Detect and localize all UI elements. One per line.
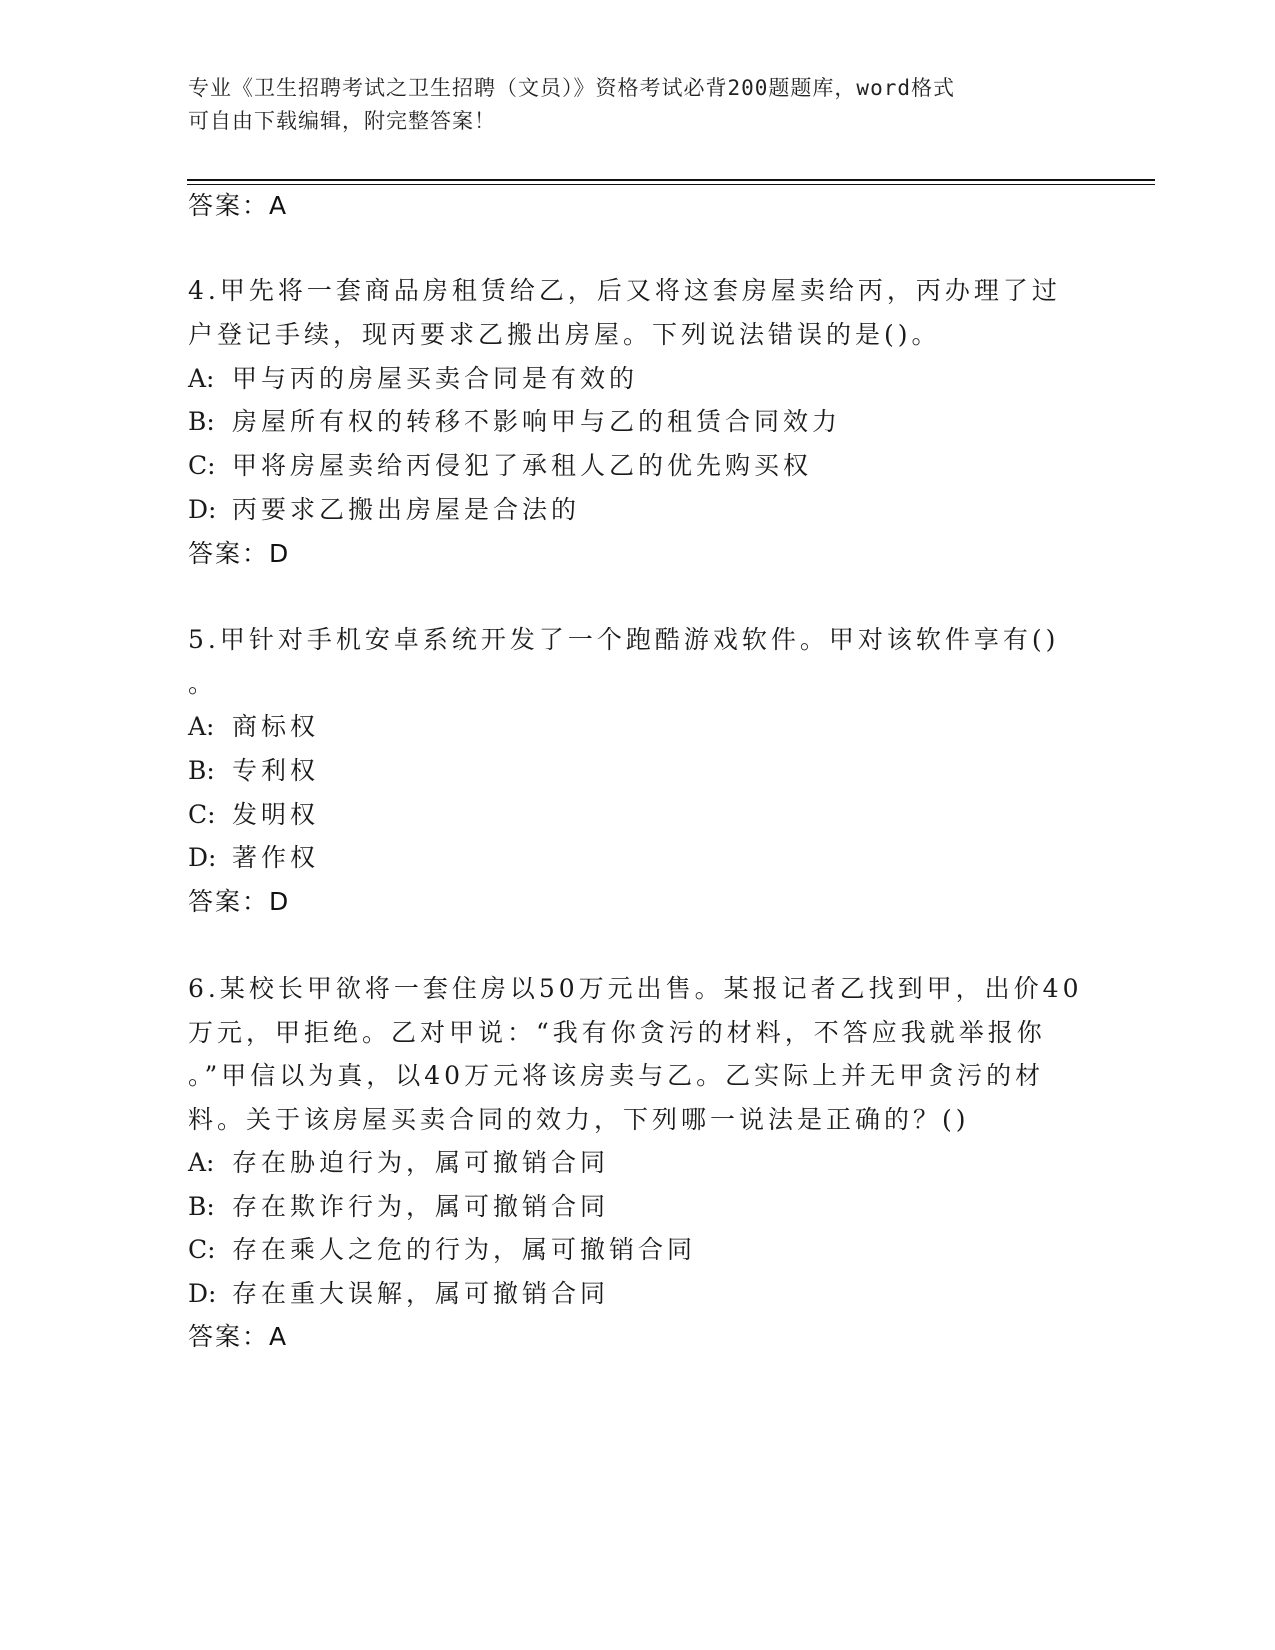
option-key: A: — [188, 712, 215, 741]
question-5-answer: 答案：D — [188, 887, 291, 916]
option-key: A: — [188, 1148, 215, 1177]
option-text: 存在乘人之危的行为，属可撤销合同 — [232, 1235, 697, 1264]
option-key: B: — [188, 756, 215, 785]
option-text: 存在胁迫行为，属可撤销合同 — [232, 1148, 610, 1177]
header-rule-thick — [187, 179, 1155, 181]
option-key: B: — [188, 407, 215, 436]
option-text: 存在重大误解，属可撤销合同 — [232, 1279, 610, 1308]
option-text: 丙要求乙搬出房屋是合法的 — [232, 495, 581, 524]
question-5-option-b — [188, 751, 319, 787]
option-text: 甲将房屋卖给丙侵犯了承租人乙的优先购买权 — [232, 451, 813, 480]
header-line-2: 可自由下载编辑，附完整答案！ — [188, 109, 496, 133]
option-key: D: — [188, 1279, 217, 1308]
option-text: 存在欺诈行为，属可撤销合同 — [232, 1192, 610, 1221]
option-key: A: — [188, 364, 215, 393]
option-key: B: — [188, 1192, 215, 1221]
option-text: 专利权 — [232, 756, 320, 785]
question-4-stem-line-2: 户登记手续，现丙要求乙搬出房屋。下列说法错误的是()。 — [188, 320, 941, 349]
question-6-answer: 答案：A — [188, 1322, 289, 1351]
option-text: 甲与丙的房屋买卖合同是有效的 — [232, 364, 639, 393]
question-4-option-b — [188, 402, 841, 438]
option-text: 发明权 — [232, 800, 320, 829]
question-5-stem-line-1: 5.甲针对手机安卓系统开发了一个跑酷游戏软件。甲对该软件享有() — [188, 625, 1060, 654]
question-6-option-c — [188, 1230, 696, 1266]
question-6-option-a — [188, 1143, 609, 1179]
option-key: D: — [188, 843, 217, 872]
question-4-stem-line-1: 4.甲先将一套商品房租赁给乙，后又将这套房屋卖给丙，丙办理了过 — [188, 276, 1061, 305]
question-5-option-a — [188, 707, 319, 743]
question-6-option-d — [188, 1274, 609, 1310]
previous-answer: 答案：A — [188, 191, 289, 220]
header-rule-thin — [187, 184, 1155, 185]
option-key: C: — [188, 800, 216, 829]
question-4-option-d — [188, 490, 580, 526]
question-6-stem-line-1: 6.某校长甲欲将一套住房以50万元出售。某报记者乙找到甲，出价40 — [188, 974, 1083, 1003]
question-5-option-c — [188, 795, 319, 831]
option-text: 房屋所有权的转移不影响甲与乙的租赁合同效力 — [232, 407, 842, 436]
question-4-option-c — [188, 446, 812, 482]
option-key: C: — [188, 451, 216, 480]
question-6-option-b — [188, 1187, 609, 1223]
question-4-option-a — [188, 359, 638, 395]
option-text: 商标权 — [232, 712, 320, 741]
document-header — [188, 72, 1088, 138]
question-4-answer: 答案：D — [188, 539, 291, 568]
header-line-1: 专业《卫生招聘考试之卫生招聘（文员）》资格考试必背200题题库，word格式 — [188, 76, 955, 100]
question-5-option-d — [188, 838, 319, 874]
question-6-stem-line-3: 。”甲信以为真，以40万元将该房卖与乙。乙实际上并无甲贪污的材 — [188, 1061, 1045, 1090]
option-key: D: — [188, 495, 217, 524]
option-text: 著作权 — [232, 843, 320, 872]
question-6-stem-line-4: 料。关于该房屋买卖合同的效力，下列哪一说法是正确的？() — [188, 1105, 970, 1134]
option-key: C: — [188, 1235, 216, 1264]
question-5-stem-line-2: 。 — [188, 669, 218, 698]
question-6-stem-line-2: 万元，甲拒绝。乙对甲说：“我有你贪污的材料，不答应我就举报你 — [188, 1018, 1046, 1047]
